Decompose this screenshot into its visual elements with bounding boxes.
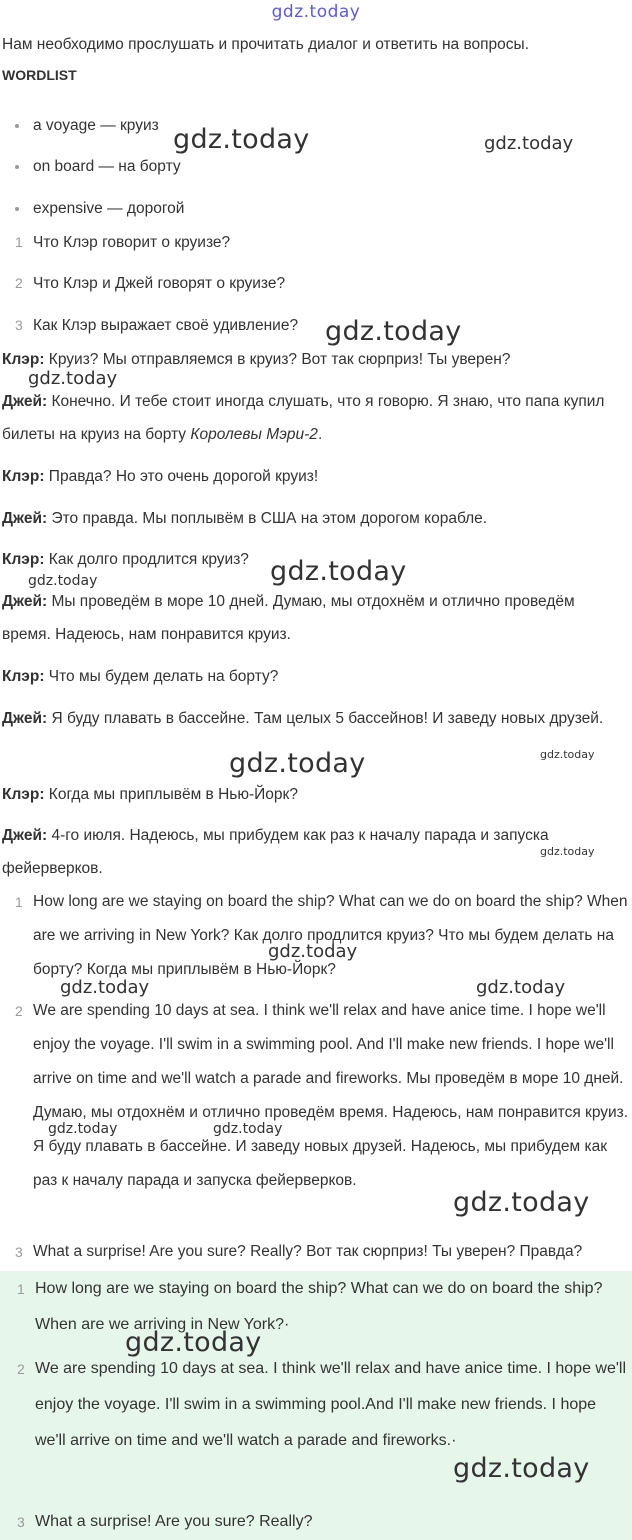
watermark: gdz.today [484, 133, 574, 154]
watermark: gdz.today [270, 556, 407, 587]
watermark: gdz.today [268, 941, 358, 962]
dialogue-line: Клэр: Круиз? Мы отправляемся в круиз? Вот так сюрприз! Ты уверен? [2, 351, 511, 368]
watermark: gdz.today [173, 124, 310, 155]
bullet-icon [15, 124, 19, 128]
watermark: gdz.today [28, 368, 118, 389]
final-answer-item: 1 How long are we staying on board the ship? What can we do on board the ship? When are we arriving in New York?· [17, 1280, 603, 1333]
watermark: gdz.today [125, 1327, 262, 1358]
watermark: gdz.today [48, 1121, 118, 1137]
watermark: gdz.today [453, 1453, 590, 1484]
question-item: 1 Что Клэр говорит о круизе? [15, 234, 231, 251]
dialogue-line: Джей: Мы проведём в море 10 дней. Думаю, мы отдохнём и отлично проведём время. Надеюсь, нам понравится круиз. [2, 593, 575, 643]
watermark: gdz.today [453, 1187, 590, 1218]
dialogue-line: Джей: 4-го июля. Надеюсь, мы прибудем как раз к началу парада и запуска фейерверков. [2, 827, 549, 877]
answer-item: 2 We are spending 10 days at sea. I think we'll relax and have anice time. I hope we'll enjoy the voyage. I'll swim in a swimming pool. And I'll make new friends. I hope we'll arrive on time and we'll watch a parade and fireworks. Мы проведём в море 10 дней. Думаю, мы отдохнём и отлично проведём время. Надеюсь, нам понравится круиз. Я буду плавать в бассейне. И заведу новых друзей. Надеюсь, мы прибудем как раз к началу парада и запуска фейерверков. [15, 1002, 629, 1189]
watermark: gdz.today [28, 573, 98, 589]
dialogue-line: Клэр: Правда? Но это очень дорогой круиз! [2, 468, 319, 485]
dialogue-line: Клэр: Что мы будем делать на борту? [2, 668, 279, 685]
site-logo[interactable]: gdz.today [271, 2, 361, 22]
dialogue-line: Клэр: Когда мы приплывём в Нью-Йорк? [2, 786, 298, 803]
watermark: gdz.today [325, 316, 462, 347]
wordlist-item: a voyage — круиз [33, 117, 159, 135]
answer-item: 1 How long are we staying on board the ship? What can we do on board the ship? When are we arriving in New York? Как долго продлится круиз? Что мы будем делать на борту? Когда мы приплывём в Нью-Йорк? [15, 893, 628, 978]
task-intro: Нам необходимо прослушать и прочитать диалог и ответить на вопросы. [2, 36, 529, 53]
wordlist-item: on board — на борту [33, 158, 181, 176]
question-item: 2 Что Клэр и Джей говорят о круизе? [15, 275, 286, 292]
final-answer-item: 2 We are spending 10 days at sea. I think we'll relax and have anice time. I hope we'll enjoy the voyage. I'll swim in a swimming pool.And I'll make new friends. I hope we'll arrive on time and we'll watch a parade and fireworks.· [17, 1360, 627, 1449]
final-answer-item: 3 What a surprise! Are you sure? Really? [17, 1513, 313, 1530]
wordlist-heading: WORDLIST [2, 67, 77, 83]
question-item: 3 Как Клэр выражает своё удивление? [15, 317, 299, 334]
dialogue-line: Джей: Это правда. Мы поплывём в США на этом дорогом корабле. [2, 510, 488, 527]
watermark: gdz.today [540, 845, 595, 858]
final-answer-box [0, 1271, 632, 1540]
bullet-icon [15, 165, 19, 169]
dialogue-line: Джей: Я буду плавать в бассейне. Там целых 5 бассейнов! И заведу новых друзей. [2, 710, 604, 727]
watermark: gdz.today [476, 977, 566, 998]
watermark: gdz.today [229, 748, 366, 779]
watermark: gdz.today [540, 748, 595, 761]
wordlist-item: expensive — дорогой [33, 200, 184, 218]
dialogue-line: Джей: Конечно. И тебе стоит иногда слушать, что я говорю. Я знаю, что папа купил билеты на круиз на борту Королевы Мэри-2. [2, 393, 605, 443]
watermark: gdz.today [60, 977, 150, 998]
answer-item: 3 What a surprise! Are you sure? Really? Вот так сюрприз! Ты уверен? Правда? [15, 1243, 583, 1260]
dialogue-line: Клэр: Как долго продлится круиз? [2, 551, 249, 568]
bullet-icon [15, 207, 19, 211]
watermark: gdz.today [213, 1121, 283, 1137]
